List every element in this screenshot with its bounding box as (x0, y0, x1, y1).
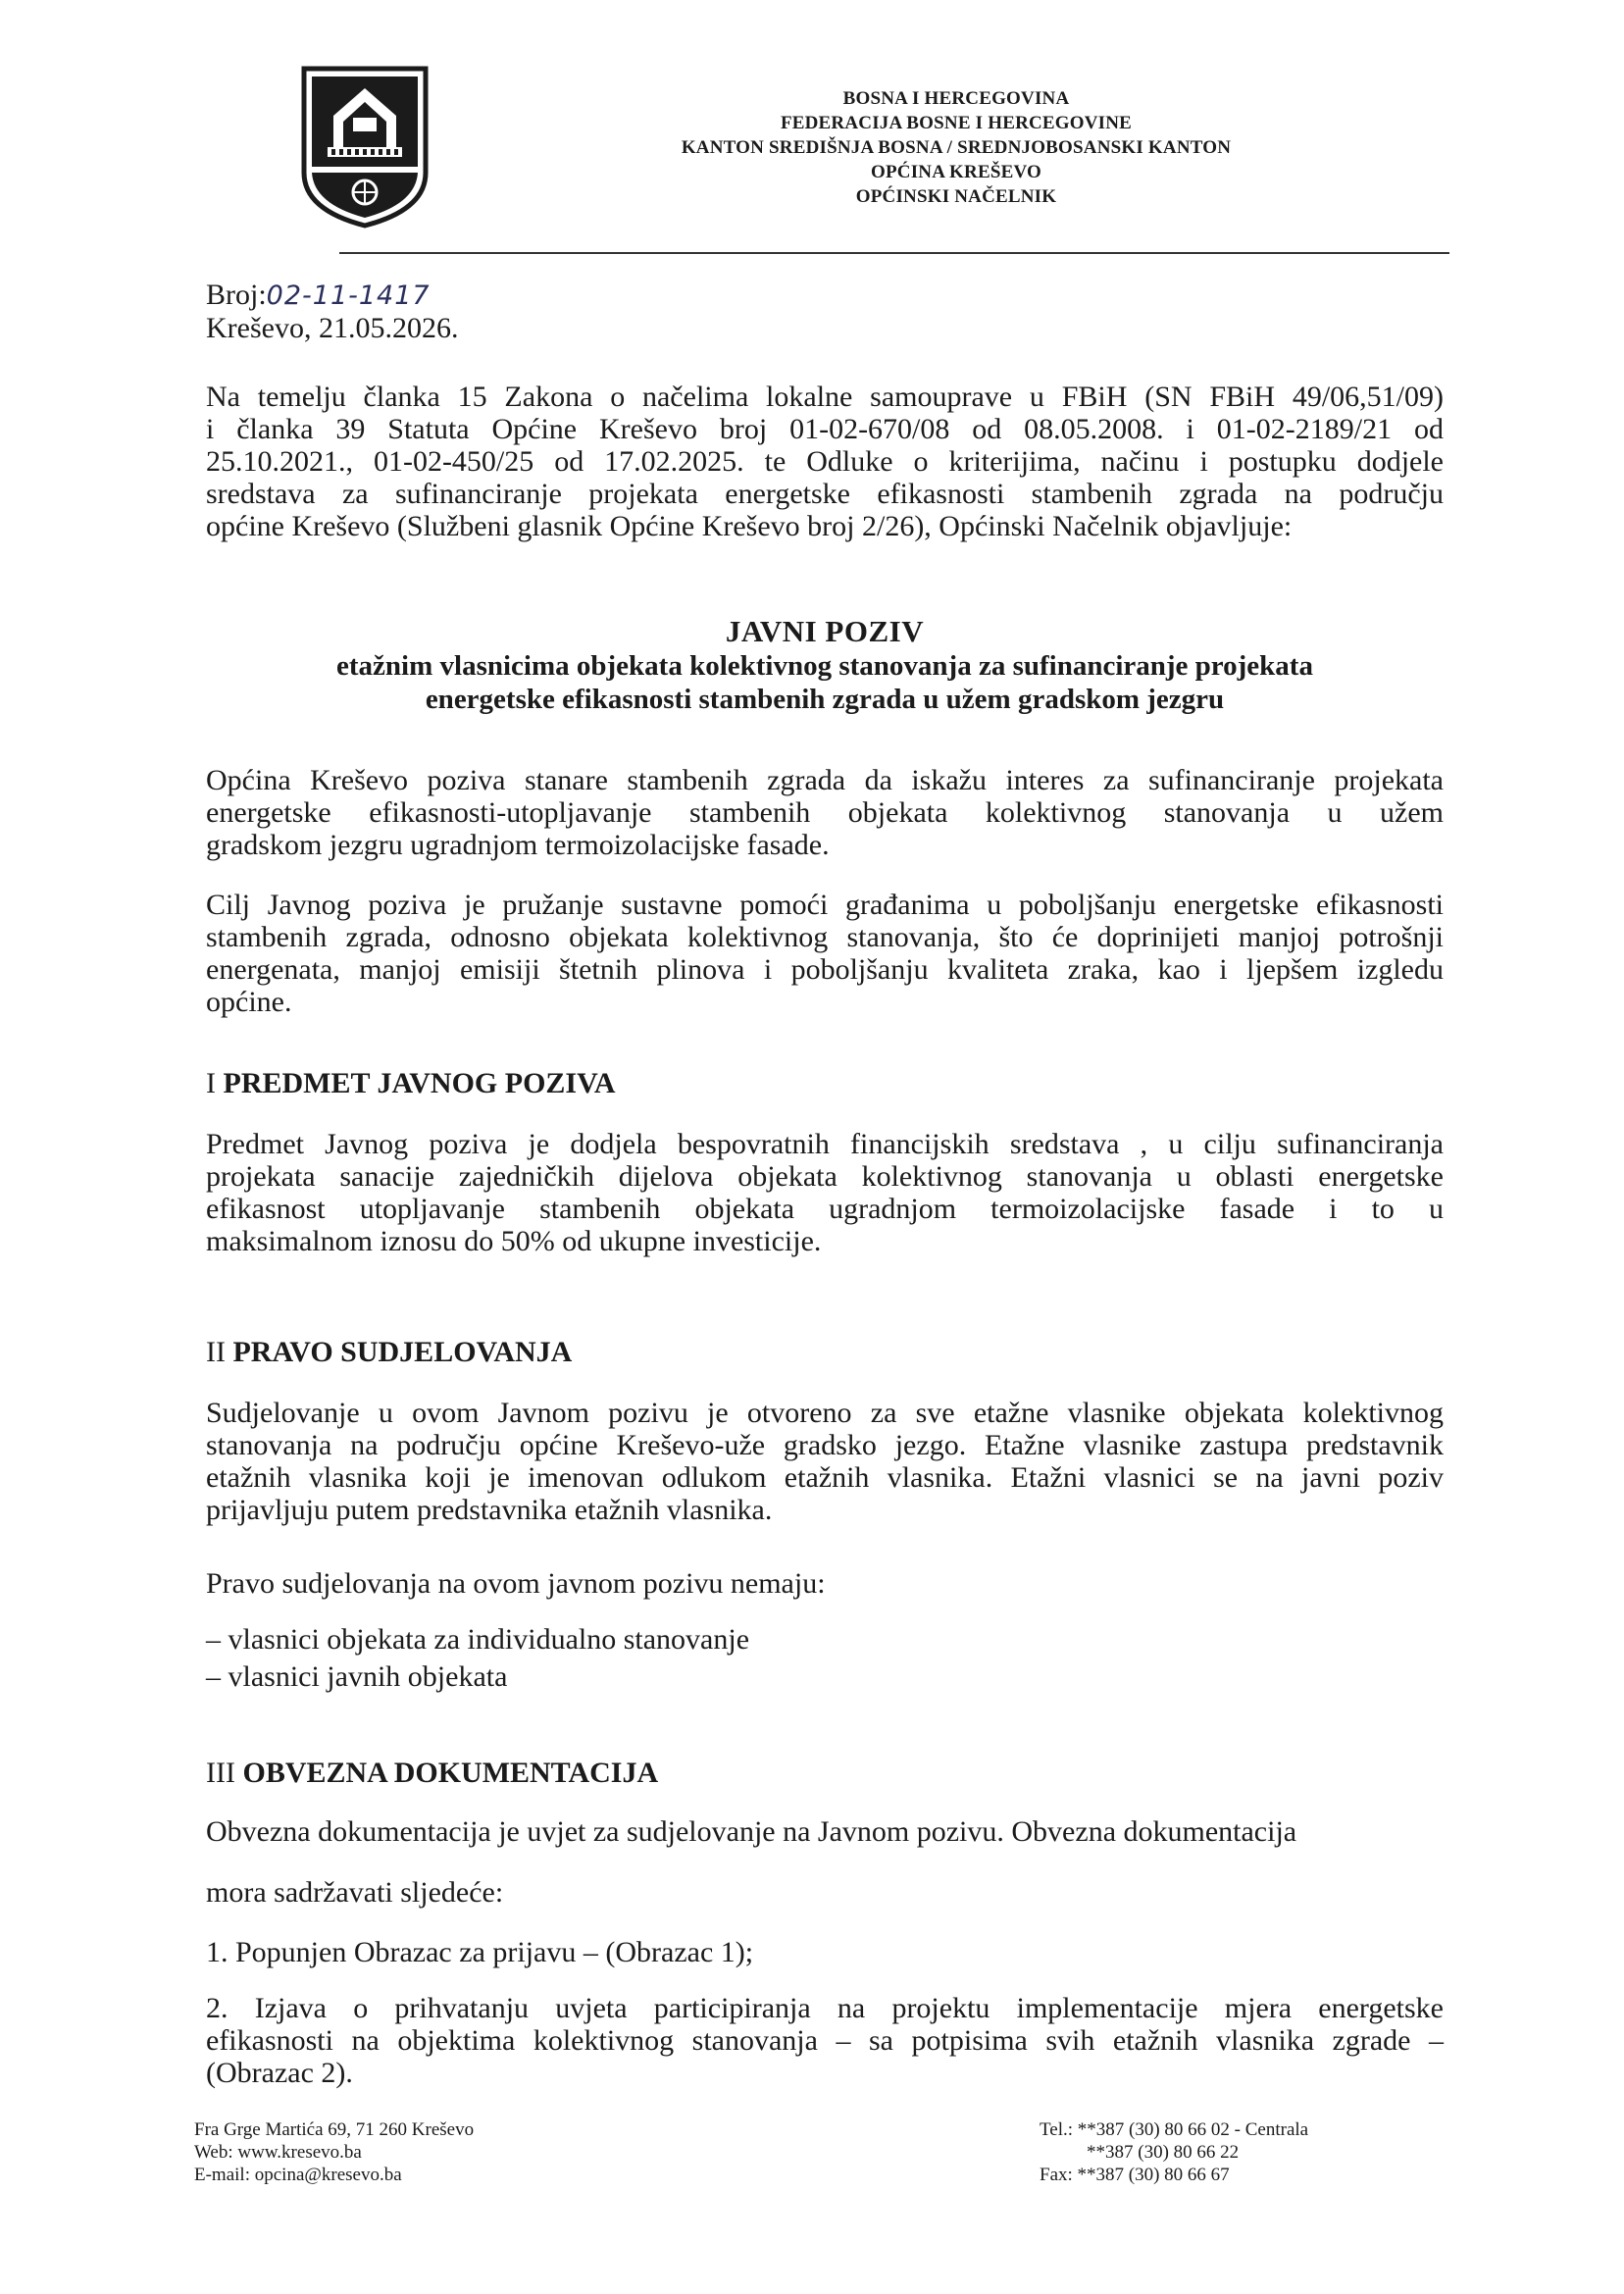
section-heading-subject (206, 1067, 616, 1100)
text-line: općine Kreševo (Službeni glasnik Općine Kreševo broj 2/26), Općinski Načelnik objavljuje: (206, 510, 1293, 542)
text-line: Predmet Javnog poziva je dodjela bespovratnih financijskih sredstava , u cilju sufinanciranja (206, 1128, 1444, 1160)
list-item: – vlasnici objekata za individualno stanovanje (206, 1623, 750, 1656)
section-number: I (206, 1067, 216, 1099)
header-line-municipality: OPĆINA KREŠEVO (871, 162, 1041, 182)
header-line-country: BOSNA I HERCEGOVINA (842, 88, 1070, 109)
text-line: Cilj Javnog poziva je pružanje sustavne pomoći građanima u poboljšanju energetske efikasnosti (206, 889, 1444, 921)
text-line: Sudjelovanje u ovom Javnom pozivu je otvoreno za sve etažne vlasnike objekata kolektivnog (206, 1397, 1444, 1429)
header-line-federation: FEDERACIJA BOSNE I HERCEGOVINE (780, 113, 1133, 133)
footer-web: Web: www.kresevo.ba (194, 2142, 362, 2163)
legal-basis-paragraph (206, 381, 1444, 542)
institution-header (588, 86, 1324, 209)
footer-contact-left (194, 2118, 474, 2186)
text-line: energetske efikasnosti-utopljavanje stambenih objekata kolektivnog stanovanja u užem (206, 796, 1444, 829)
goal-paragraph (206, 889, 1444, 1018)
footer-address: Fra Grge Martića 69, 71 260 Kreševo (194, 2119, 475, 2140)
reference-number-label: Broj: (206, 279, 267, 311)
subject-paragraph (206, 1128, 1444, 1257)
text-line: maksimalnom iznosu do 50% od ukupne investicije. (206, 1225, 822, 1257)
no-right-intro: Pravo sudjelovanja na ovom javnom pozivu nemaju: (206, 1567, 826, 1600)
subtitle-line: energetske efikasnosti stambenih zgrada u užem gradskom jezgru (425, 684, 1225, 715)
eligibility-paragraph (206, 1397, 1444, 1526)
text-line: i članka 39 Statuta Općine Kreševo broj 01-02-670/08 od 08.05.2008. i 01-02-2189/21 od (206, 413, 1444, 445)
text-line: Općina Kreševo poziva stanare stambenih zgrada da iskažu interes za sufinanciranje projekata (206, 764, 1444, 796)
list-item: – vlasnici javnih objekata (206, 1660, 508, 1693)
text-line: (Obrazac 2). (206, 2057, 353, 2089)
section-title: PREDMET JAVNOG POZIVA (223, 1067, 616, 1099)
documentation-intro-line: Obvezna dokumentacija je uvjet za sudjelovanje na Javnom pozivu. Obvezna dokumentacija (206, 1815, 1297, 1848)
text-line: gradskom jezgru ugradnjom termoizolacijske fasade. (206, 829, 830, 861)
section-title: OBVEZNA DOKUMENTACIJA (242, 1757, 659, 1789)
section-title: PRAVO SUDJELOVANJA (232, 1336, 573, 1368)
footer-tel-second: **387 (30) 80 66 22 (1087, 2142, 1240, 2163)
header-line-office: OPĆINSKI NAČELNIK (855, 186, 1057, 207)
documentation-item-1: 1. Popunjen Obrazac za prijavu – (Obrazac 1); (206, 1936, 754, 1968)
footer-email: E-mail: opcina@kresevo.ba (194, 2165, 402, 2185)
reference-number (206, 279, 431, 312)
section-number: II (206, 1336, 226, 1368)
title-subtitle (206, 649, 1444, 716)
section-heading-eligibility (206, 1336, 572, 1369)
documentation-item-2 (206, 1992, 1444, 2089)
header-divider (339, 252, 1449, 254)
footer-fax: Fax: **387 (30) 80 66 67 (1040, 2165, 1230, 2185)
text-line: efikasnosti na objektima kolektivnog stanovanja – sa potpisima svih etažnih vlasnika zgrade – (206, 2024, 1444, 2057)
text-line: etažnih vlasnika koji je imenovan odlukom etažnih vlasnika. Etažni vlasnici se na javni poziv (206, 1461, 1444, 1494)
text-line: energenata, manjoj emisiji štetnih plinova i poboljšanju kvaliteta zraka, kao i ljepšem izgledu (206, 953, 1444, 986)
text-line: stambenih zgrada, odnosno objekata kolektivnog stanovanja, što će doprinijeti manjoj potrošnji (206, 921, 1444, 953)
text-line: Na temelju članka 15 Zakona o načelima lokalne samouprave u FBiH (SN FBiH 49/06,51/09) (206, 381, 1444, 413)
text-line: efikasnost utopljavanje stambenih objekata ugradnjom termoizolacijske fasade i to u (206, 1193, 1444, 1225)
place-and-date: Kreševo, 21.05.2026. (206, 312, 459, 344)
document-title (206, 614, 1444, 716)
header-line-canton: KANTON SREDIŠNJA BOSNA / SREDNJOBOSANSKI KANTON (681, 137, 1232, 158)
invitation-paragraph (206, 764, 1444, 861)
subtitle-line: etažnim vlasnicima objekata kolektivnog stanovanja za sufinanciranje projekata (336, 650, 1313, 682)
footer-contact-right (1040, 2118, 1308, 2186)
title-main: JAVNI POZIV (725, 614, 925, 648)
reference-number-handwritten: 02-11-1417 (266, 280, 431, 311)
text-line: projekata sanacije zajedničkih dijelova objekata kolektivnog stanovanja u oblasti energetske (206, 1160, 1444, 1193)
section-heading-documentation (206, 1757, 658, 1790)
coat-of-arms-emblem (300, 65, 430, 229)
section-number: III (206, 1757, 235, 1789)
footer-tel-central: Tel.: **387 (30) 80 66 02 - Centrala (1040, 2119, 1309, 2140)
text-line: 25.10.2021., 01-02-450/25 od 17.02.2025. te Odluke o kriterijima, načinu i postupku dodjele (206, 445, 1444, 478)
text-line: općine. (206, 986, 292, 1018)
documentation-intro-line: mora sadržavati sljedeće: (206, 1876, 504, 1909)
text-line: stanovanja na području općine Kreševo-uže gradsko jezgo. Etažne vlasnike zastupa predstavnik (206, 1429, 1444, 1461)
text-line: prijavljuju putem predstavnika etažnih vlasnika. (206, 1494, 773, 1526)
text-line: sredstava za sufinanciranje projekata energetske efikasnosti stambenih zgrada na području (206, 478, 1444, 510)
text-line: 2. Izjava o prihvatanju uvjeta participiranja na projektu implementacije mjera energetske (206, 1992, 1444, 2024)
